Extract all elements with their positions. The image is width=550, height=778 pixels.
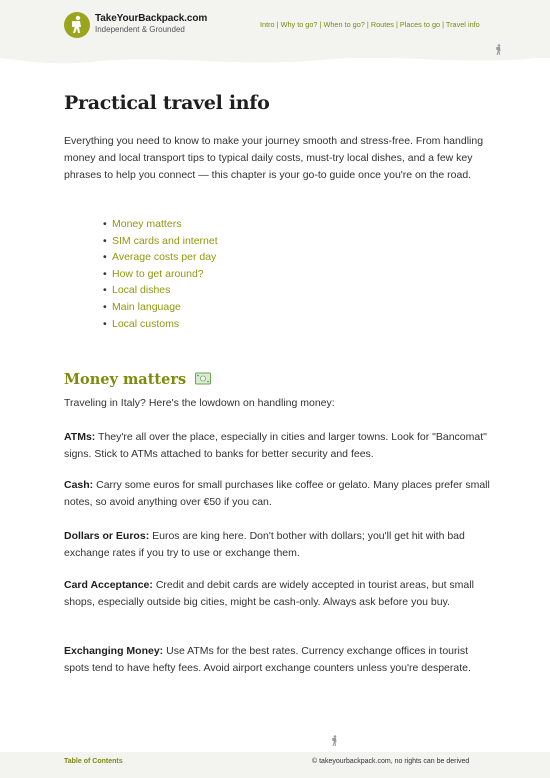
toc-item[interactable]: [103, 249, 218, 266]
toc-item[interactable]: [103, 233, 218, 250]
bullet-icon: •: [103, 234, 107, 247]
item-text: Carry some euros for small purchases like coffee or gelato. Many places prefer small notes, so avoid anything over €50 if you can.: [64, 479, 490, 508]
toc-item[interactable]: [103, 316, 218, 333]
toc-link[interactable]: How to get around?: [112, 267, 204, 280]
nav-why-to-go[interactable]: Why to go?: [280, 20, 318, 29]
brand-name: TakeYourBackpack.com: [95, 13, 208, 24]
section-title-text: Money matters: [64, 371, 187, 388]
chapter-toc: [103, 216, 218, 332]
page-title: Practical travel info: [64, 92, 270, 114]
item-text: Credit and debit cards are widely accepted in tourist areas, but small shops, especially outside big cities, might be cash-only. Always ask before you buy.: [64, 579, 474, 608]
page-footer: [0, 752, 550, 778]
nav-when-to-go[interactable]: When to go?: [323, 20, 365, 29]
bullet-icon: •: [103, 317, 107, 330]
item-text: Use ATMs for the best rates. Currency exchange offices in tourist spots tend to have hefty fees. Avoid airport exchange counters unless you're desperate.: [64, 645, 471, 674]
money-item-exchanging-money: [64, 643, 494, 677]
brand-logo[interactable]: [64, 12, 90, 38]
toc-link[interactable]: Local customs: [112, 317, 180, 330]
brand-tagline: Independent & Grounded: [95, 25, 185, 34]
hiker-icon: [330, 735, 340, 747]
item-label: Exchanging Money:: [64, 645, 164, 657]
toc-link[interactable]: Local dishes: [112, 284, 171, 297]
toc-link[interactable]: SIM cards and internet: [112, 234, 218, 247]
header-wave: [0, 48, 550, 70]
money-item-atms: [64, 429, 494, 463]
money-item-cash: [64, 477, 494, 511]
money-item-card-acceptance: [64, 577, 494, 611]
toc-item[interactable]: [103, 216, 218, 233]
nav-separator: |: [442, 20, 446, 29]
nav-intro[interactable]: Intro: [260, 20, 275, 29]
toc-link[interactable]: Average costs per day: [112, 251, 217, 264]
money-bill-icon: [195, 372, 211, 385]
hiker-icon: [494, 44, 504, 56]
item-text: They're all over the place, especially in cities and larger towns. Look for "Bancomat" signs. Stick to ATMs attached to banks for better security and fees.: [64, 431, 487, 460]
bullet-icon: •: [103, 267, 107, 280]
nav-routes[interactable]: Routes: [370, 20, 394, 29]
toc-link-footer[interactable]: Table of Contents: [64, 758, 123, 765]
nav-places-to-go[interactable]: Places to go: [399, 20, 441, 29]
item-label: ATMs:: [64, 431, 96, 443]
section-title-money: [64, 371, 211, 388]
bullet-icon: •: [103, 251, 107, 264]
bullet-icon: •: [103, 284, 107, 297]
item-label: Dollars or Euros:: [64, 530, 150, 542]
money-lead: Traveling in Italy? Here's the lowdown on handling money:: [64, 397, 335, 409]
toc-item[interactable]: [103, 266, 218, 283]
toc-item[interactable]: [103, 299, 218, 316]
item-text: Euros are king here. Don't bother with dollars; you'll get hit with bad exchange rates if you try to use or exchange them.: [64, 530, 465, 559]
toc-item[interactable]: [103, 282, 218, 299]
nav-travel-info[interactable]: Travel info: [445, 20, 480, 29]
bullet-icon: •: [103, 218, 107, 230]
item-label: Card Acceptance:: [64, 579, 153, 591]
nav-separator: |: [319, 20, 324, 29]
brand[interactable]: [95, 13, 207, 34]
top-navigation: [260, 20, 480, 29]
nav-separator: |: [395, 20, 400, 29]
nav-separator: |: [276, 20, 281, 29]
item-label: Cash:: [64, 479, 94, 491]
money-item-dollars-or-euros: [64, 528, 494, 562]
copyright-text: © takeyourbackpack.com, no rights can be derived: [312, 758, 470, 765]
nav-separator: |: [366, 20, 371, 29]
toc-link[interactable]: Main language: [112, 300, 181, 313]
backpacker-logo-icon: [64, 12, 90, 38]
intro-paragraph: Everything you need to know to make your journey smooth and stress-free. From handling money and local transport tips to typical daily costs, must-try local dishes, and a few key phrases to help you connect — this chapter is your go-to guide once you're on the road.: [64, 135, 484, 181]
toc-link[interactable]: Money matters: [112, 218, 182, 230]
bullet-icon: •: [103, 300, 107, 313]
